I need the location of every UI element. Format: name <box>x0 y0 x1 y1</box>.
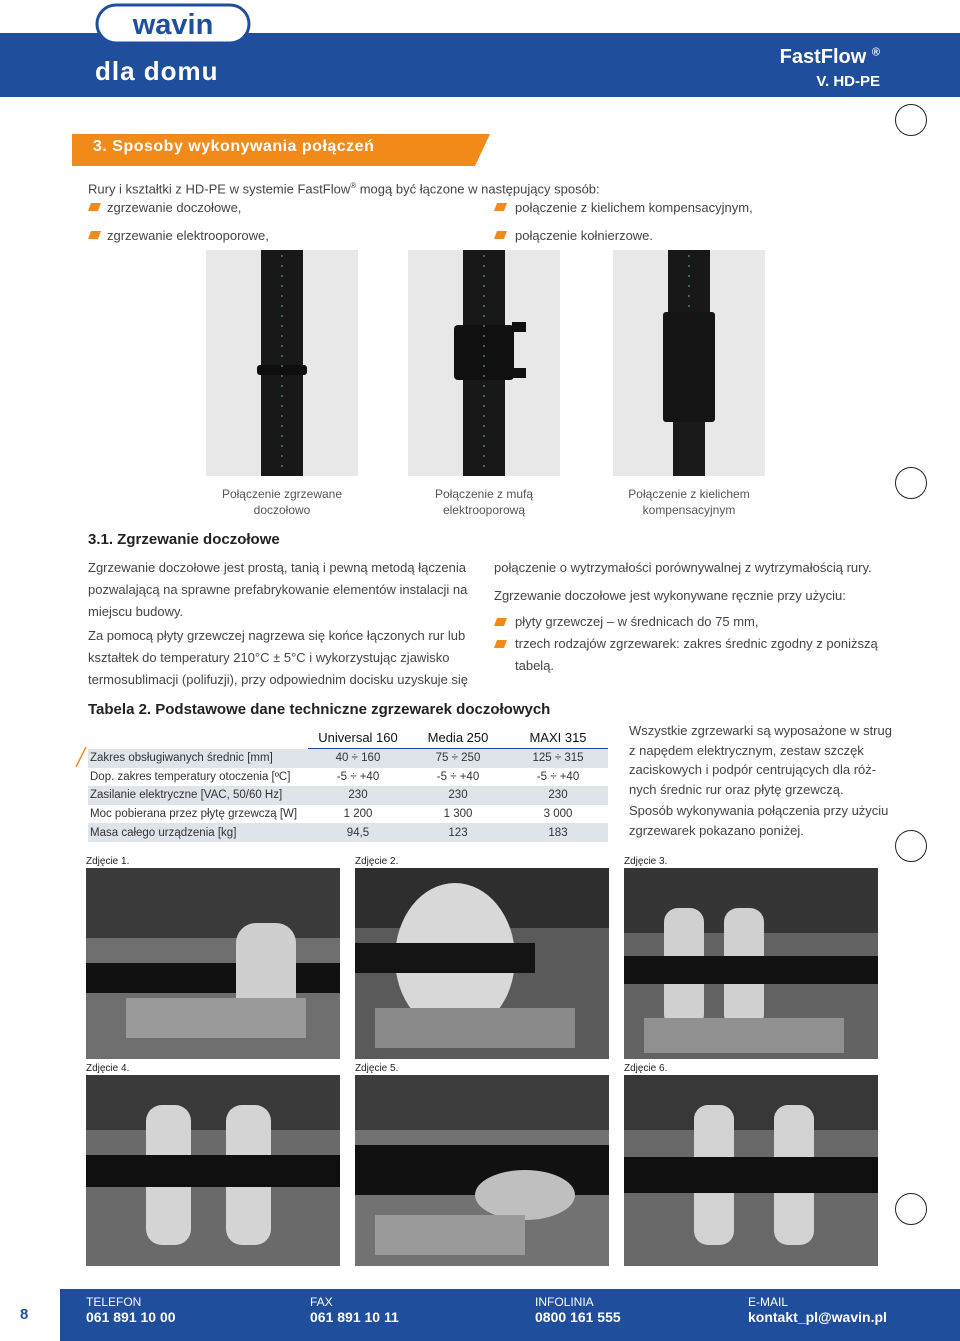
table-cell: 123 <box>408 823 508 842</box>
row-label: Zakres obsługiwanych średnic [mm] <box>88 749 308 768</box>
contact-value: 061 891 10 11 <box>310 1309 399 1325</box>
page-number: 8 <box>20 1306 29 1323</box>
email-link[interactable]: kontakt_pl@wavin.pl <box>748 1309 887 1325</box>
subsection-title: 3.1. Zgrzewanie doczołowe <box>88 531 280 548</box>
bullet-icon <box>88 231 101 239</box>
table-cell: -5 ÷ +40 <box>436 770 480 783</box>
photo-label: Zdjęcie 6. <box>624 1063 668 1074</box>
photo-caption: Połączenie z kielichem kompensacyjnym <box>628 487 750 517</box>
photo-electrofusion <box>408 250 560 476</box>
photo-2 <box>355 868 609 1059</box>
table-cell: 40 ÷ 160 <box>308 749 408 768</box>
margin-circle <box>895 467 927 499</box>
table-cell: -5 ÷ +40 <box>336 770 380 783</box>
bullet-icon <box>494 203 507 211</box>
bullet-icon <box>494 618 507 626</box>
table-row <box>88 749 608 768</box>
table-cell: 230 <box>308 786 408 805</box>
contact-label: FAX <box>310 1295 333 1309</box>
contact-value: 061 891 10 00 <box>86 1309 176 1325</box>
table-cell: 230 <box>408 786 508 805</box>
photo-label: Zdjęcie 4. <box>86 1063 130 1074</box>
product-subtitle: V. HD-PE <box>816 73 880 90</box>
row-label: Zasilanie elektryczne [VAC, 50/60 Hz] <box>88 786 308 805</box>
margin-circle <box>895 104 927 136</box>
photo-label: Zdjęcie 1. <box>86 856 130 867</box>
product-name: FastFlow ® <box>779 46 880 68</box>
footer-contact <box>86 1295 176 1325</box>
table-cell: 183 <box>508 823 608 842</box>
photo-butt-weld <box>206 250 358 476</box>
contact-label: E-MAIL <box>748 1295 789 1309</box>
body-paragraph: Zgrzewanie doczołowe jest wykonywane ręcznie przy użyciu: <box>494 588 846 603</box>
wavin-logo <box>95 3 251 45</box>
photo-caption: Połączenie z mufą elektrooporową <box>434 487 534 517</box>
footer-contact[interactable] <box>748 1295 887 1325</box>
body-paragraph: Za pomocą płyty grzewczej nagrzewa się końce łączonych rur lub kształtek do temperatury 210°C ± 5°C i wykorzystując zjawisko termosublimacji (polifuzji), przy odpowiednim docisku uzyskuje się <box>88 628 469 687</box>
table-cell: 94,5 <box>308 823 408 842</box>
table-cell: 1 300 <box>443 808 473 821</box>
row-label: Masa całego urządzenia [kg] <box>88 823 308 842</box>
table-cell: 125 ÷ 315 <box>508 749 608 768</box>
footer-contact <box>535 1295 621 1325</box>
contact-label: TELEFON <box>86 1295 142 1309</box>
photo-compensation-socket <box>613 250 765 476</box>
margin-circle <box>895 1193 927 1225</box>
table-row <box>88 786 608 805</box>
bullet-text: płyty grzewczej – w średnicach do 75 mm, <box>515 614 759 629</box>
photo-1 <box>86 868 340 1059</box>
side-note: Sposób wykonywania połączenia przy użyciu zgrzewarek pokazano poniżej. <box>629 803 889 838</box>
column-header: MAXI 315 <box>508 726 608 749</box>
photo-label: Zdjęcie 5. <box>355 1063 399 1074</box>
table-row <box>88 768 608 787</box>
section-title: 3. Sposoby wykonywania połączeń <box>93 138 375 155</box>
table-cell: 75 ÷ 250 <box>408 749 508 768</box>
table-row <box>88 823 608 842</box>
side-note: Wszystkie zgrzewarki są wyposażone w strug z napędem elektrycznym, zestaw szczęk zaciskowych i podpór centrujących dla róż- nych średnic rur oraz płytę grzewczą. <box>629 723 892 797</box>
photo-3 <box>624 868 878 1059</box>
method-item: zgrzewanie doczołowe, <box>107 200 242 215</box>
bullet-text: trzech rodzajów zgrzewarek: zakres średnic zgodny z poniższą tabelą. <box>515 636 878 673</box>
photo-label: Zdjęcie 3. <box>624 856 668 867</box>
table-header-row <box>88 726 608 749</box>
bullet-icon <box>494 231 507 239</box>
svg-text:wavin: wavin <box>132 9 214 41</box>
bullet-icon <box>88 203 101 211</box>
contact-value: 0800 161 555 <box>535 1309 621 1325</box>
table-cell: 230 <box>508 786 608 805</box>
photo-5 <box>355 1075 609 1266</box>
row-label: Moc pobierana przez płytę grzewczą [W] <box>90 808 298 821</box>
table-row <box>88 805 608 824</box>
table-cell: 1 200 <box>343 808 373 821</box>
method-item: zgrzewanie elektrooporowe, <box>107 228 269 243</box>
column-header: Media 250 <box>408 726 508 749</box>
intro-text: Rury i kształtki z HD-PE w systemie FastFlow® mogą być łączone w następujący sposób: <box>88 181 600 197</box>
photo-label: Zdjęcie 2. <box>355 856 399 867</box>
method-item: połączenie z kielichem kompensacyjnym, <box>515 200 753 215</box>
column-header: Universal 160 <box>308 726 408 749</box>
footer-contact <box>310 1295 399 1325</box>
table-cell: 3 000 <box>543 808 573 821</box>
body-paragraph: Zgrzewanie doczołowe jest prostą, tanią i pewną metodą łączenia pozwalającą na sprawne prefabrykowanie elementów instalacji na miejscu budowy. <box>88 560 468 619</box>
table-accent-slash <box>74 747 88 767</box>
brand-tagline: dla domu <box>95 56 219 86</box>
row-label: Dop. zakres temperatury otoczenia [ºC] <box>90 770 291 783</box>
bullet-icon <box>494 640 507 648</box>
photo-4 <box>86 1075 340 1266</box>
margin-circle <box>895 830 927 862</box>
table-cell: -5 ÷ +40 <box>536 770 580 783</box>
photo-caption: Połączenie zgrzewane doczołowo <box>221 487 343 517</box>
spec-table <box>88 726 608 842</box>
method-item: połączenie kołnierzowe. <box>515 228 654 243</box>
contact-label: INFOLINIA <box>535 1295 594 1309</box>
body-paragraph: połączenie o wytrzymałości porównywalnej z wytrzymałością rury. <box>494 560 872 575</box>
table-title: Tabela 2. Podstawowe dane techniczne zgrzewarek doczołowych <box>88 701 551 718</box>
photo-6 <box>624 1075 878 1266</box>
